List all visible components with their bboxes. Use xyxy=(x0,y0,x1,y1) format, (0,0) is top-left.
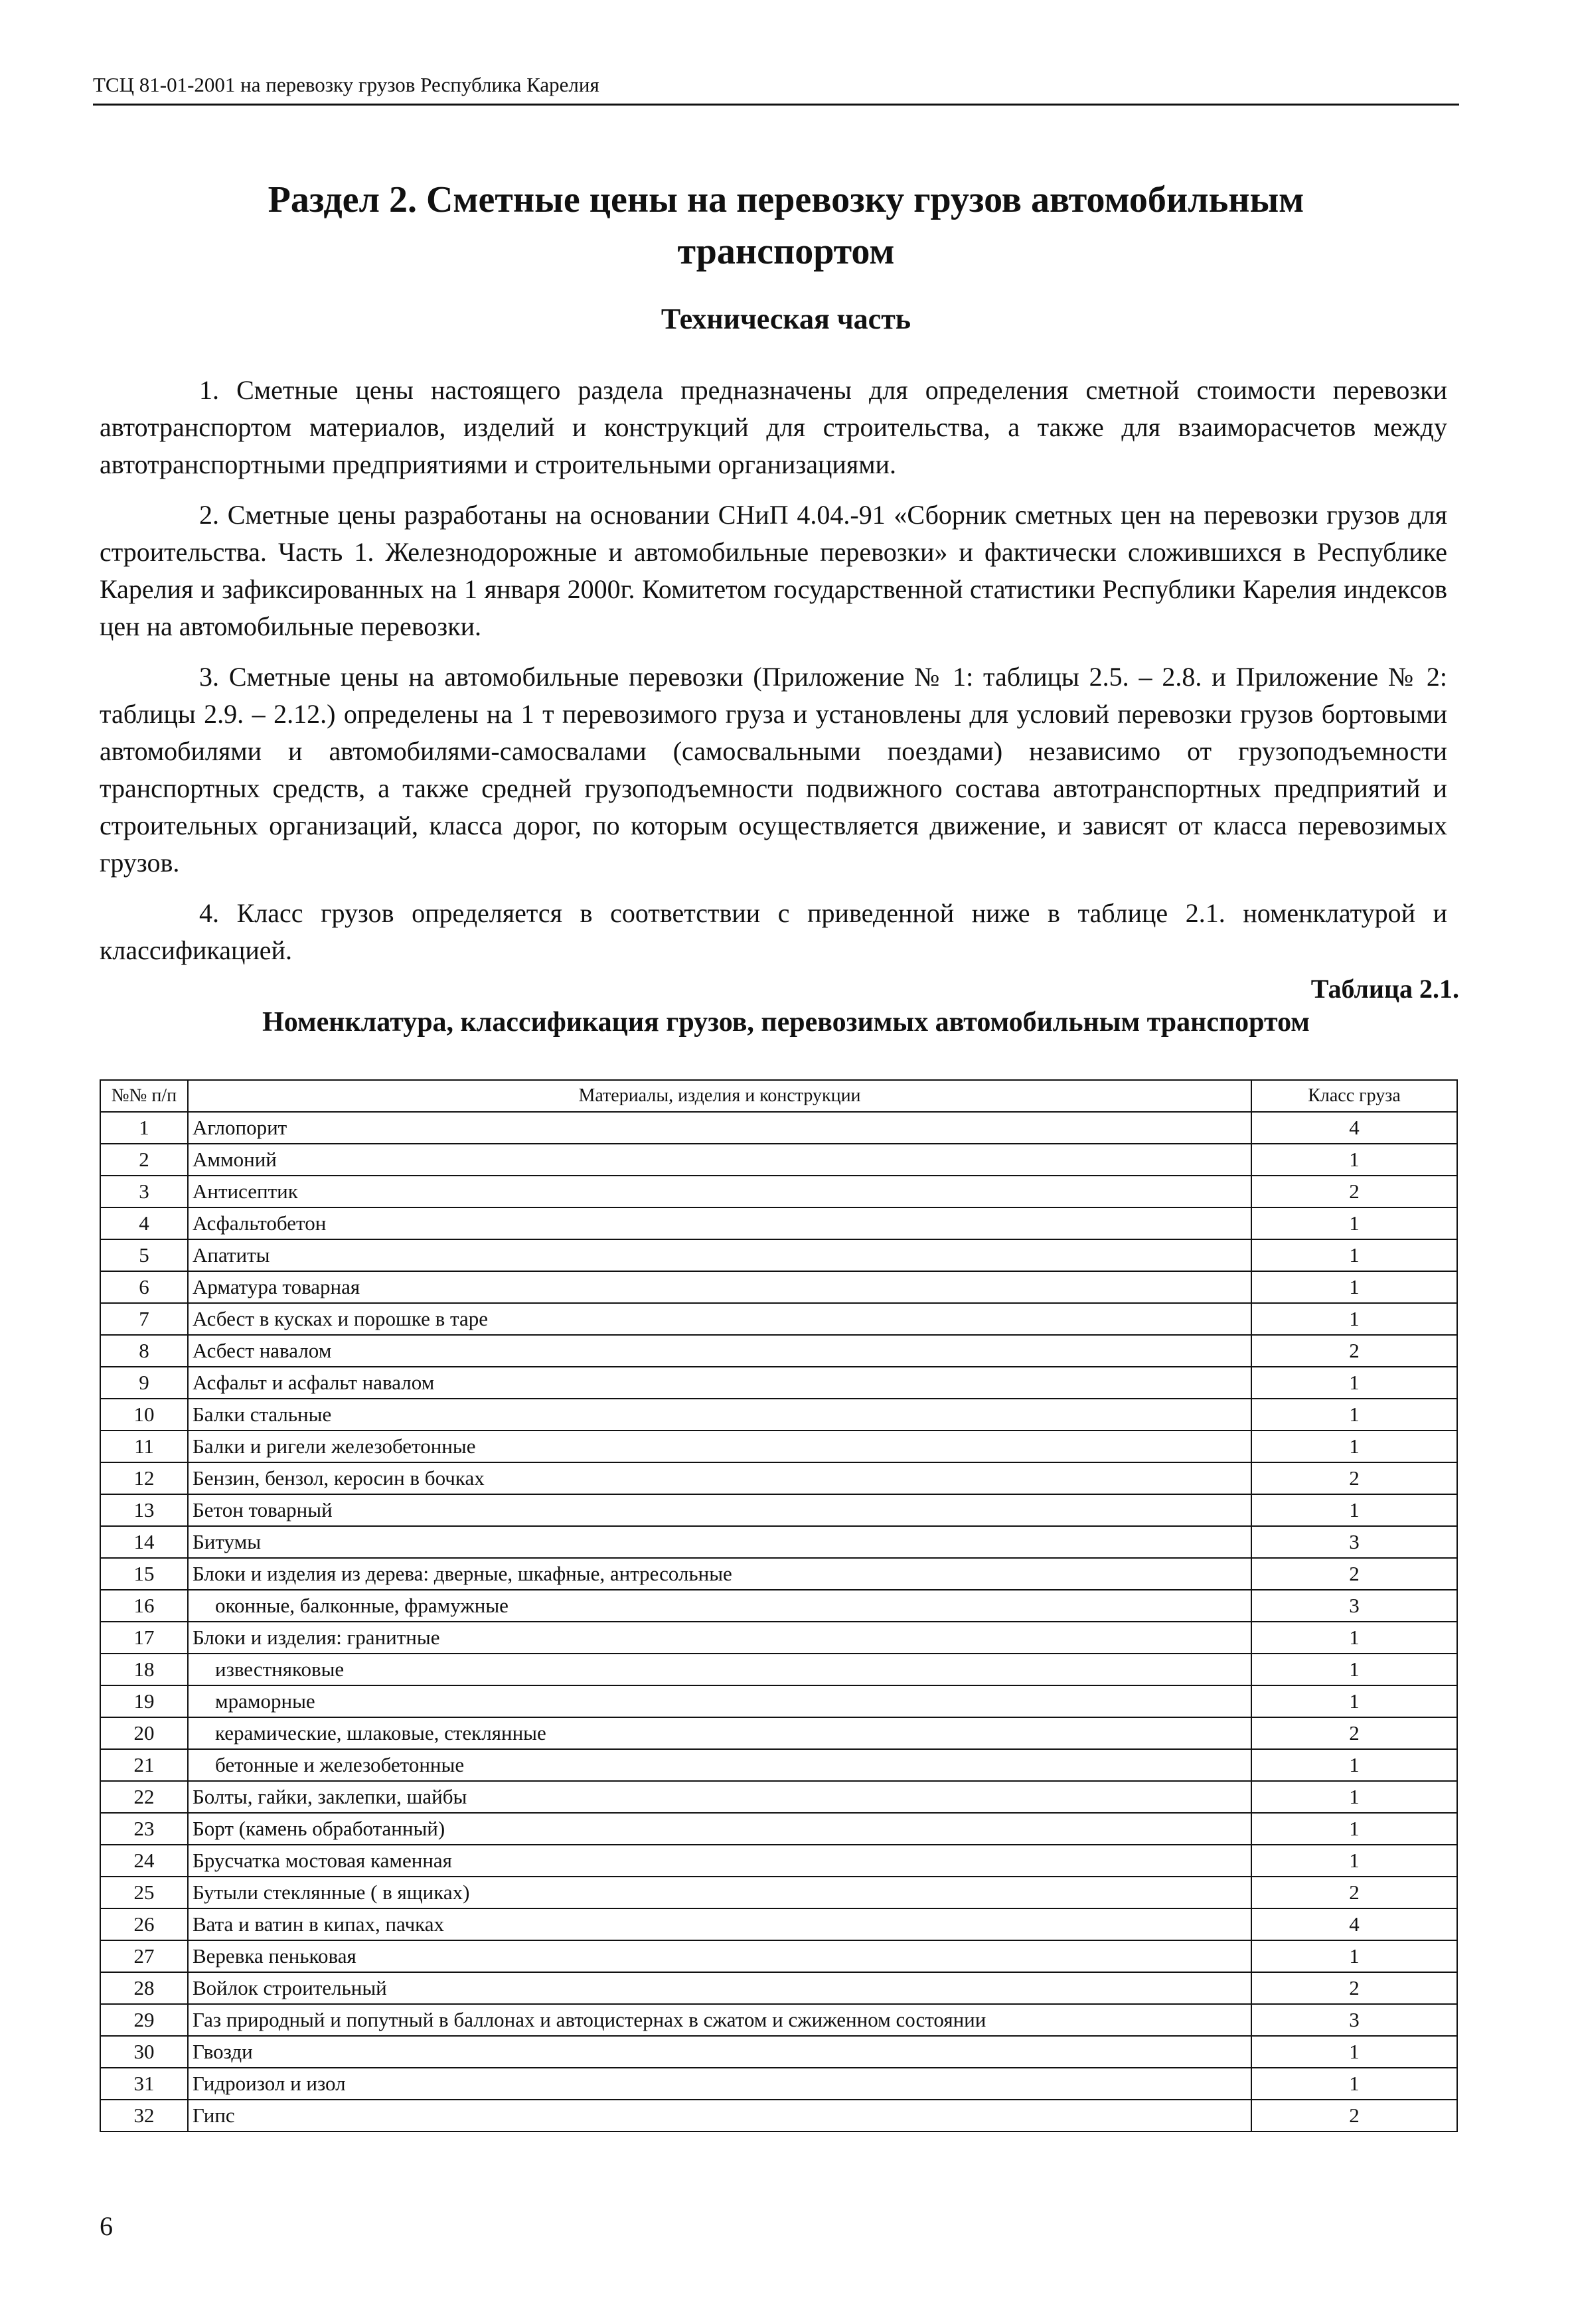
row-class: 2 xyxy=(1251,1462,1457,1494)
row-number: 1 xyxy=(100,1112,188,1144)
table-row xyxy=(100,1717,1457,1749)
row-class: 1 xyxy=(1251,1239,1457,1271)
row-class: 1 xyxy=(1251,1813,1457,1845)
row-material: Вата и ватин в кипах, пачках xyxy=(188,1908,1251,1940)
paragraph-3: 3. Сметные цены на автомобильные перевозки (Приложение № 1: таблицы 2.5. – 2.8. и Приложение № 2: таблицы 2.9. – 2.12.) определены на 1 т перевозимого груза и установлены для условий перевозки грузов бортовыми автомобилями и автомобилями-самосвалами (самосвальными поездами) независимо от грузоподъемности транспортных средств, а также средней грузоподъемности подвижного состава автотранспортных предприятий и строительных организаций, класса дорог, по которым осуществляется движение, и зависят от класса перевозимых грузов. xyxy=(100,662,1447,878)
row-number: 13 xyxy=(100,1494,188,1526)
row-class: 1 xyxy=(1251,1781,1457,1813)
row-number: 10 xyxy=(100,1399,188,1431)
table-row xyxy=(100,1972,1457,2004)
row-class: 3 xyxy=(1251,1590,1457,1622)
row-number: 7 xyxy=(100,1303,188,1335)
table-body xyxy=(100,1112,1457,2131)
row-material: Блоки и изделия: гранитные xyxy=(188,1622,1251,1654)
row-number: 29 xyxy=(100,2004,188,2036)
section-title xyxy=(93,174,1479,277)
row-class: 1 xyxy=(1251,1367,1457,1399)
table-row xyxy=(100,1431,1457,1462)
table-title: Номенклатура, классификация грузов, перевозимых автомобильным транспортом xyxy=(262,1007,1310,1038)
paragraph-2: 2. Сметные цены разработаны на основании СНиП 4.04.-91 «Сборник сметных цен на перевозки грузов для строительства. Часть 1. Железнодорожные и автомобильные перевозки» и фактически сложившихся в Республике Карелия и зафиксированных на 1 января 2000г. Комитетом государственной статистики Республики Карелия индексов цен на автомобильные перевозки. xyxy=(100,500,1447,641)
section-subtitle: Техническая часть xyxy=(661,303,911,335)
row-material: Блоки и изделия из дерева: дверные, шкафные, антресольные xyxy=(188,1558,1251,1590)
row-class: 2 xyxy=(1251,1176,1457,1207)
row-number: 14 xyxy=(100,1526,188,1558)
table-row xyxy=(100,1335,1457,1367)
row-material: известняковые xyxy=(188,1654,1251,1685)
row-class: 3 xyxy=(1251,2004,1457,2036)
row-number: 6 xyxy=(100,1271,188,1303)
row-material: Битумы xyxy=(188,1526,1251,1558)
row-class: 1 xyxy=(1251,1144,1457,1176)
row-class: 1 xyxy=(1251,1654,1457,1685)
row-material: Брусчатка мостовая каменная xyxy=(188,1845,1251,1877)
table-row xyxy=(100,2004,1457,2036)
row-class: 4 xyxy=(1251,1908,1457,1940)
row-material: керамические, шлаковые, стеклянные xyxy=(188,1717,1251,1749)
row-class: 1 xyxy=(1251,2068,1457,2100)
row-number: 25 xyxy=(100,1877,188,1908)
table-row xyxy=(100,1940,1457,1972)
row-class: 1 xyxy=(1251,1749,1457,1781)
row-class: 1 xyxy=(1251,2036,1457,2068)
row-material: мраморные xyxy=(188,1685,1251,1717)
row-number: 28 xyxy=(100,1972,188,2004)
table-row xyxy=(100,1112,1457,1144)
row-material: Аммоний xyxy=(188,1144,1251,1176)
table-row xyxy=(100,1207,1457,1239)
row-class: 2 xyxy=(1251,1717,1457,1749)
row-material: Веревка пеньковая xyxy=(188,1940,1251,1972)
row-material: Асфальтобетон xyxy=(188,1207,1251,1239)
row-material: Борт (камень обработанный) xyxy=(188,1813,1251,1845)
row-class: 1 xyxy=(1251,1271,1457,1303)
row-class: 3 xyxy=(1251,1526,1457,1558)
body-text xyxy=(100,372,1447,982)
header-class: Класс груза xyxy=(1251,1080,1457,1112)
row-number: 23 xyxy=(100,1813,188,1845)
row-class: 1 xyxy=(1251,1845,1457,1877)
paragraph-1: 1. Сметные цены настоящего раздела предназначены для определения сметной стоимости перевозки автотранспортом материалов, изделий и конструкций для строительства, а также для взаиморасчетов между автотранспортными предприятиями и строительными организациями. xyxy=(100,375,1447,479)
row-material: Апатиты xyxy=(188,1239,1251,1271)
table-row xyxy=(100,1526,1457,1558)
header-rule xyxy=(93,104,1459,106)
table-row xyxy=(100,1558,1457,1590)
row-number: 11 xyxy=(100,1431,188,1462)
row-material: Асфальт и асфальт навалом xyxy=(188,1367,1251,1399)
table-caption: Таблица 2.1. xyxy=(1310,974,1459,1004)
header-number: №№ п/п xyxy=(100,1080,188,1112)
row-class: 1 xyxy=(1251,1399,1457,1431)
row-class: 1 xyxy=(1251,1494,1457,1526)
table-row xyxy=(100,2100,1457,2131)
table-row xyxy=(100,1144,1457,1176)
row-class: 1 xyxy=(1251,1940,1457,1972)
row-material: Гипс xyxy=(188,2100,1251,2131)
row-number: 20 xyxy=(100,1717,188,1749)
table-row xyxy=(100,1813,1457,1845)
table-row xyxy=(100,1781,1457,1813)
table-row xyxy=(100,1845,1457,1877)
row-material: Бутыли стеклянные ( в ящиках) xyxy=(188,1877,1251,1908)
page-number: 6 xyxy=(100,2211,113,2241)
row-class: 2 xyxy=(1251,1335,1457,1367)
row-material: бетонные и железобетонные xyxy=(188,1749,1251,1781)
table-row xyxy=(100,1239,1457,1271)
row-class: 1 xyxy=(1251,1622,1457,1654)
row-material: Войлок строительный xyxy=(188,1972,1251,2004)
row-material: Асбест в кусках и порошке в таре xyxy=(188,1303,1251,1335)
table-row xyxy=(100,1654,1457,1685)
row-material: Гидроизол и изол xyxy=(188,2068,1251,2100)
row-number: 18 xyxy=(100,1654,188,1685)
table-row xyxy=(100,1303,1457,1335)
table-row xyxy=(100,1877,1457,1908)
table-row xyxy=(100,1271,1457,1303)
row-material: оконные, балконные, фрамужные xyxy=(188,1590,1251,1622)
row-class: 1 xyxy=(1251,1431,1457,1462)
row-number: 16 xyxy=(100,1590,188,1622)
section-title-line-2: транспортом xyxy=(677,231,895,272)
row-number: 4 xyxy=(100,1207,188,1239)
row-material: Болты, гайки, заклепки, шайбы xyxy=(188,1781,1251,1813)
section-title-line-1: Раздел 2. Сметные цены на перевозку грузов автомобильным xyxy=(268,179,1304,220)
row-class: 1 xyxy=(1251,1303,1457,1335)
row-number: 2 xyxy=(100,1144,188,1176)
row-number: 5 xyxy=(100,1239,188,1271)
header-materials: Материалы, изделия и конструкции xyxy=(188,1080,1251,1112)
row-class: 2 xyxy=(1251,1558,1457,1590)
row-number: 8 xyxy=(100,1335,188,1367)
row-number: 24 xyxy=(100,1845,188,1877)
table-row xyxy=(100,1590,1457,1622)
row-class: 1 xyxy=(1251,1685,1457,1717)
table-row xyxy=(100,1622,1457,1654)
row-material: Газ природный и попутный в баллонах и автоцистернах в сжатом и сжиженном состоянии xyxy=(188,2004,1251,2036)
row-material: Антисептик xyxy=(188,1176,1251,1207)
row-class: 2 xyxy=(1251,2100,1457,2131)
row-class: 2 xyxy=(1251,1877,1457,1908)
row-number: 15 xyxy=(100,1558,188,1590)
table-row xyxy=(100,1494,1457,1526)
row-number: 31 xyxy=(100,2068,188,2100)
table-row xyxy=(100,2036,1457,2068)
table-row xyxy=(100,1749,1457,1781)
row-class: 4 xyxy=(1251,1112,1457,1144)
row-number: 26 xyxy=(100,1908,188,1940)
table-header-row xyxy=(100,1080,1457,1112)
row-material: Гвозди xyxy=(188,2036,1251,2068)
table-row xyxy=(100,1176,1457,1207)
row-number: 12 xyxy=(100,1462,188,1494)
row-number: 17 xyxy=(100,1622,188,1654)
row-number: 19 xyxy=(100,1685,188,1717)
row-material: Арматура товарная xyxy=(188,1271,1251,1303)
row-material: Аглопорит xyxy=(188,1112,1251,1144)
nomenclature-table xyxy=(100,1079,1458,2132)
row-material: Бетон товарный xyxy=(188,1494,1251,1526)
table-row xyxy=(100,1462,1457,1494)
row-material: Балки стальные xyxy=(188,1399,1251,1431)
row-number: 3 xyxy=(100,1176,188,1207)
row-material: Бензин, бензол, керосин в бочках xyxy=(188,1462,1251,1494)
row-number: 22 xyxy=(100,1781,188,1813)
table-row xyxy=(100,1908,1457,1940)
running-header: ТСЦ 81-01-2001 на перевозку грузов Республика Карелия xyxy=(93,73,599,96)
paragraph-4: 4. Класс грузов определяется в соответствии с приведенной ниже в таблице 2.1. номенклатурой и классификацией. xyxy=(100,898,1447,965)
row-class: 1 xyxy=(1251,1207,1457,1239)
row-number: 32 xyxy=(100,2100,188,2131)
table-row xyxy=(100,1685,1457,1717)
table-row xyxy=(100,1367,1457,1399)
row-number: 30 xyxy=(100,2036,188,2068)
table-row xyxy=(100,1399,1457,1431)
row-number: 27 xyxy=(100,1940,188,1972)
row-number: 9 xyxy=(100,1367,188,1399)
row-material: Асбест навалом xyxy=(188,1335,1251,1367)
row-class: 2 xyxy=(1251,1972,1457,2004)
row-number: 21 xyxy=(100,1749,188,1781)
row-material: Балки и ригели железобетонные xyxy=(188,1431,1251,1462)
table-row xyxy=(100,2068,1457,2100)
